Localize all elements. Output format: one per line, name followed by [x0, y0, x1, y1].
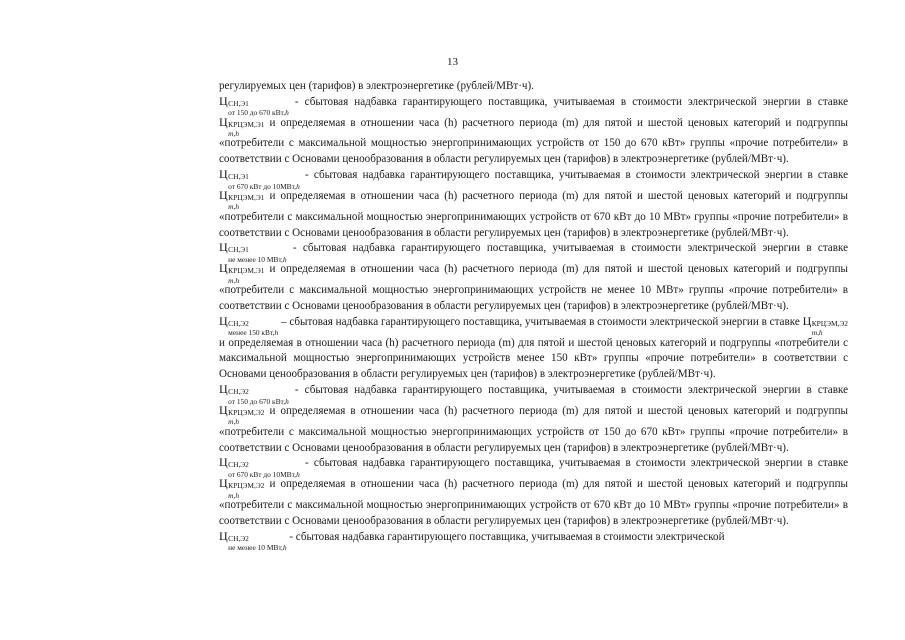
symbol-letter: Ц [219, 528, 228, 543]
rate-superscript: КРЦЭМ,Э2 [811, 318, 848, 328]
definition-paragraph [219, 456, 848, 529]
definition-text-b: и определяемая в отношении часа (h) расчетного периода (m) для пятой и шестой ценовых категорий и подгруппы «потребители с максимальной мощностью энергопринимающих устройств не менее 10 МВт» группы «прочие потребители» в соответствии с Основами ценообразования в области регулируемых цен (тарифов) в электроэнергетике (рублей/МВт·ч). [219, 263, 848, 312]
rate-symbol [219, 404, 264, 425]
definition-text-b: и определяемая в отношении часа (h) расчетного периода (m) для пятой и шестой ценовых категорий и подгруппы «потребители с максимальной мощностью энергопринимающих устройств от 670 кВт до 10 МВт» группы «прочие потребители» в соответствии с Основами ценообразования в области регулируемых цен (тарифов) в электроэнергетике (рублей/МВт·ч). [219, 189, 848, 239]
definition-text-b: и определяемая в отношении часа (h) расчетного периода (m) для пятой и шестой ценовых категорий и подгруппы «потребители с максимальной мощностью энергопринимающих устройств от 150 до 670 кВт» группы «прочие потребители» в соответствии с Основами ценообразования в области регулируемых цен (тарифов) в электроэнергетике (рублей/МВт·ч). [219, 116, 848, 166]
symbol-subscript-var: h [282, 543, 287, 553]
symbol-subscript-text: не менее 10 МВт, [228, 254, 283, 264]
tariff-symbol [219, 168, 300, 189]
symbol-letter: Ц [219, 240, 228, 255]
symbol-letter: Ц [219, 167, 228, 182]
symbol-subscript-var: h [282, 254, 287, 264]
symbol-superscript: СН,Э1 [228, 172, 249, 182]
symbol-superscript: СН,Э1 [228, 98, 249, 108]
rate-symbol [219, 477, 264, 498]
symbol-letter: Ц [219, 93, 228, 108]
rate-superscript: КРЦЭМ,Э2 [228, 481, 265, 491]
tariff-symbol [219, 383, 289, 404]
symbol-superscript: СН,Э2 [228, 387, 249, 397]
rate-subscript: m,h [228, 417, 240, 427]
definition-paragraph [219, 383, 848, 456]
symbol-letter: Ц [219, 382, 228, 397]
symbol-letter: Ц [219, 313, 228, 328]
rate-symbol [219, 262, 264, 283]
symbol-letter: Ц [219, 455, 228, 470]
symbol-letter: Ц [219, 187, 228, 202]
tariff-symbol [219, 241, 287, 262]
rate-subscript: m,h [228, 129, 240, 139]
symbol-subscript-var: h [274, 328, 279, 338]
rate-subscript: m,h [811, 328, 823, 338]
definition-text-a: - сбытовая надбавка гарантирующего поставщика, учитываемая в стоимости электрической энергии в ставке [299, 457, 848, 470]
symbol-letter: Ц [219, 476, 228, 491]
symbol-subscript-text: не менее 10 МВт, [228, 543, 283, 553]
definition-text-a: - сбытовая надбавка гарантирующего поставщика, учитываемая в стоимости электрической энергии в ставке [288, 384, 848, 397]
rate-subscript: m,h [228, 202, 240, 212]
page-number: 13 [447, 56, 458, 68]
symbol-subscript-text: от 150 до 670 кВт, [228, 396, 286, 406]
tariff-symbol [219, 530, 287, 551]
definition-paragraph [219, 95, 848, 168]
opening-line: регулируемых цен (тарифов) в электроэнергетике (рублей/МВт·ч). [219, 80, 534, 92]
rate-superscript: КРЦЭМ,Э2 [228, 407, 265, 417]
rate-symbol [803, 315, 848, 336]
definition-text-a: - сбытовая надбавка гарантирующего поставщика, учитываемая в стоимости электрической энергии в ставке [288, 95, 848, 108]
symbol-subscript-var: h [296, 469, 300, 479]
definition-paragraph-partial [219, 530, 848, 551]
definition-paragraph [219, 241, 848, 314]
definition-text-a: - сбытовая надбавка гарантирующего поставщика, учитываемая в стоимости электрической энергии в ставке [299, 169, 848, 182]
rate-superscript: КРЦЭМ,Э1 [228, 192, 265, 202]
symbol-subscript-var: h [285, 108, 289, 118]
definition-text-b: и определяемая в отношении часа (h) расчетного периода (m) для пятой и шестой ценовых категорий и подгруппы «потребители с максимальной мощностью энергопринимающих устройств от 150 до 670 кВт» группы «прочие потребители» в соответствии с Основами ценообразования в области регулируемых цен (тарифов) в электроэнергетике (рублей/МВт·ч). [219, 404, 848, 454]
definition-text-a: - сбытовая надбавка гарантирующего поставщика, учитываемая в стоимости электрической [286, 530, 725, 543]
rate-subscript: m,h [228, 275, 240, 285]
document-body [219, 79, 848, 551]
symbol-superscript: СН,Э2 [228, 460, 249, 470]
symbol-subscript-text: от 150 до 670 кВт, [228, 108, 286, 118]
symbol-letter: Ц [802, 313, 812, 328]
definition-text-a: – сбытовая надбавка гарантирующего поставщика, учитываемая в стоимости электрической энергии в ставке [278, 315, 803, 328]
symbol-superscript: СН,Э1 [228, 245, 249, 255]
rate-subscript: m,h [228, 490, 240, 500]
symbol-subscript-text: от 670 кВт до 10МВт, [228, 469, 297, 479]
symbol-subscript-text: менее 150 кВт, [228, 328, 275, 338]
tariff-symbol [219, 95, 289, 116]
symbol-subscript-text: от 670 кВт до 10МВт, [228, 181, 297, 191]
definition-paragraph [219, 315, 848, 383]
rate-symbol [219, 189, 264, 210]
rate-symbol [219, 116, 264, 137]
definition-text-b: и определяемая в отношении часа (h) расчетного периода (m) для пятой и шестой ценовых категорий и подгруппы «потребители с максимальной мощностью энергопринимающих устройств от 670 кВт до 10 МВт» группы «прочие потребители» в соответствии с Основами ценообразования в области регулируемых цен (тарифов) в электроэнергетике (рублей/МВт·ч). [219, 478, 848, 527]
rate-superscript: КРЦЭМ,Э1 [228, 119, 265, 129]
definition-paragraph [219, 168, 848, 241]
definition-text-a: - сбытовая надбавка гарантирующего поставщика, учитываемая в стоимости электрической энергии в ставке [286, 242, 848, 255]
symbol-subscript-var: h [296, 181, 300, 191]
symbol-subscript-var: h [285, 396, 289, 406]
tariff-symbol [219, 315, 278, 336]
symbol-letter: Ц [219, 114, 228, 129]
symbol-superscript: СН,Э2 [228, 318, 249, 328]
symbol-letter: Ц [219, 261, 228, 276]
tariff-symbol [219, 456, 300, 477]
definition-text-b: и определяемая в отношении часа (h) расчетного периода (m) для пятой и шестой ценовых категорий и подгруппы «потребители с максимальной мощностью энергопринимающих устройств менее 150 кВт» группы «прочие потребители» в соответствии с Основами ценообразования в области регулируемых цен (тарифов) в электроэнергетике (рублей/МВт·ч). [219, 336, 848, 381]
symbol-letter: Ц [219, 402, 228, 417]
rate-superscript: КРЦЭМ,Э1 [228, 266, 265, 276]
symbol-superscript: СН,Э2 [228, 533, 249, 543]
